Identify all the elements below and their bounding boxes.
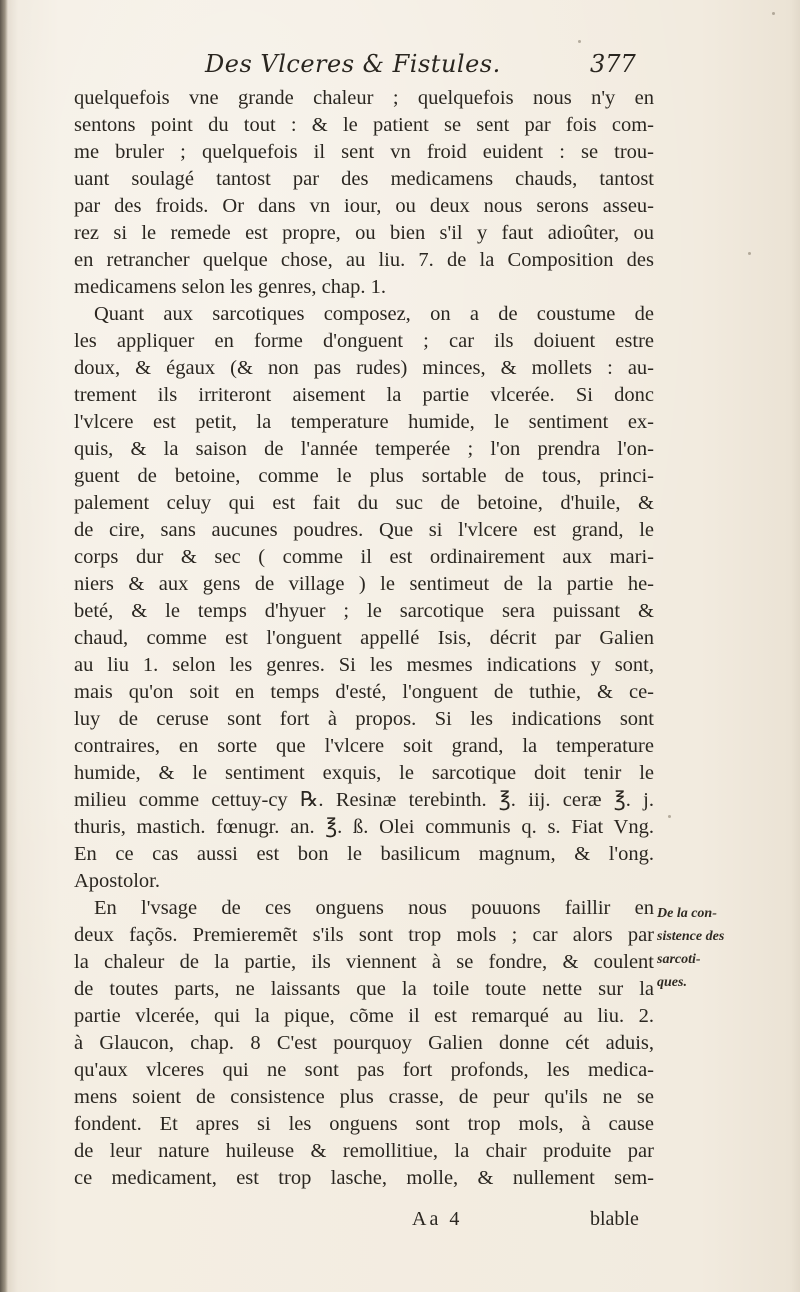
text-line: milieu comme cettuy-cy ℞. Resinæ terebinth. ℥. iij. ceræ ℥. j. xyxy=(74,789,654,811)
text-line: sentons point du tout : & le patient se sent par fois com- xyxy=(74,114,654,136)
catchword: blable xyxy=(590,1208,639,1230)
running-head xyxy=(0,50,800,86)
text-line: guent de betoine, comme le plus sortable de tous, princi- xyxy=(74,465,654,487)
text-line: Apostolor. xyxy=(74,870,160,892)
signature-mark: Aa 4 xyxy=(412,1208,463,1230)
text-line: palement celuy qui est fait du suc de betoine, d'huile, & xyxy=(74,492,654,514)
text-line: quis, & la saison de l'année temperée ; l'on prendra l'on- xyxy=(74,438,654,460)
text-line: la chaleur de la partie, ils viennent à se fondre, & coulent xyxy=(74,951,654,973)
text-line: en retrancher quelque chose, au liu. 7. de la Composition des xyxy=(74,249,654,271)
text-line: corps dur & sec ( comme il est ordinairement aux mari- xyxy=(74,546,654,568)
margin-note xyxy=(657,902,777,994)
text-line: de toutes parts, ne laissants que la toile toute nette sur la xyxy=(74,978,654,1000)
text-line: chaud, comme est l'onguent appellé Isis, décrit par Galien xyxy=(74,627,654,649)
text-line: thuris, mastich. fœnugr. an. ℥. ß. Olei communis q. s. Fiat Vng. xyxy=(74,816,654,838)
page-footer xyxy=(0,1208,800,1238)
text-line: l'vlcere est petit, la temperature humide, le sentiment ex- xyxy=(74,411,654,433)
running-title: Des Vlceres & Fistules. xyxy=(205,50,501,78)
text-line: mais qu'on soit en temps d'esté, l'onguent de tuthie, & ce- xyxy=(74,681,654,703)
text-line: quelquefois vne grande chaleur ; quelquefois nous n'y en xyxy=(74,87,654,109)
margin-note-line: sistence des xyxy=(657,929,725,944)
text-line: Quant aux sarcotiques composez, on a de coustume de xyxy=(94,303,654,325)
margin-note-line: sarcoti- xyxy=(657,952,701,967)
paper-speck xyxy=(668,815,671,818)
text-line: me bruler ; quelquefois il sent vn froid euident : se trou- xyxy=(74,141,654,163)
text-line: de leur nature huileuse & remollitiue, la chair produite par xyxy=(74,1140,654,1162)
paper-speck xyxy=(578,40,581,43)
paper-speck xyxy=(772,12,775,15)
text-line: luy de ceruse sont fort à propos. Si les indications sont xyxy=(74,708,654,730)
text-line: humide, & le sentiment exquis, le sarcotique doit tenir le xyxy=(74,762,654,784)
text-line: à Glaucon, chap. 8 C'est pourquoy Galien donne cét aduis, xyxy=(74,1032,654,1054)
body-text xyxy=(74,85,654,1192)
page-binding-edge xyxy=(0,0,8,1292)
text-line: niers & aux gens de village ) le sentimeut de la partie he- xyxy=(74,573,654,595)
text-line: ce medicament, est trop lasche, molle, & nullement sem- xyxy=(74,1167,654,1189)
text-line: En l'vsage de ces onguens nous pouuons faillir en xyxy=(94,897,654,919)
text-line: beté, & le temps d'hyuer ; le sarcotique sera puissant & xyxy=(74,600,654,622)
text-line: contraires, en sorte que l'vlcere soit grand, la temperature xyxy=(74,735,654,757)
text-line: les appliquer en forme d'onguent ; car ils doiuent estre xyxy=(74,330,654,352)
text-line: rez si le remede est propre, ou bien s'il y faut adioûter, ou xyxy=(74,222,654,244)
text-line: qu'aux vlceres qui ne sont pas fort profonds, les medica- xyxy=(74,1059,654,1081)
paper-speck xyxy=(748,252,751,255)
text-line: doux, & égaux (& non pas rudes) minces, & mollets : au- xyxy=(74,357,654,379)
text-line: medicamens selon les genres, chap. 1. xyxy=(74,276,386,298)
text-line: uant soulagé tantost par des medicamens chauds, tantost xyxy=(74,168,654,190)
text-line: au liu 1. selon les genres. Si les mesmes indications y sont, xyxy=(74,654,654,676)
text-line: En ce cas aussi est bon le basilicum magnum, & l'ong. xyxy=(74,843,654,865)
text-line: de cire, sans aucunes poudres. Que si l'vlcere est grand, le xyxy=(74,519,654,541)
text-line: par des froids. Or dans vn iour, ou deux nous serons asseu- xyxy=(74,195,654,217)
text-line: partie vlcerée, qui la pique, cõme il est remarqué au liu. 2. xyxy=(74,1005,654,1027)
text-line: mens soient de consistence plus crasse, de peur qu'ils ne se xyxy=(74,1086,654,1108)
margin-note-line: De la con- xyxy=(657,906,717,921)
text-line: fondent. Et apres si les onguens sont trop mols, à cause xyxy=(74,1113,654,1135)
margin-note-line: ques. xyxy=(657,975,687,990)
text-line: trement ils irriteront aisement la partie vlcerée. Si donc xyxy=(74,384,654,406)
page-number: 377 xyxy=(590,50,636,78)
text-line: deux façõs. Premieremẽt s'ils sont trop mols ; car alors par xyxy=(74,924,654,946)
